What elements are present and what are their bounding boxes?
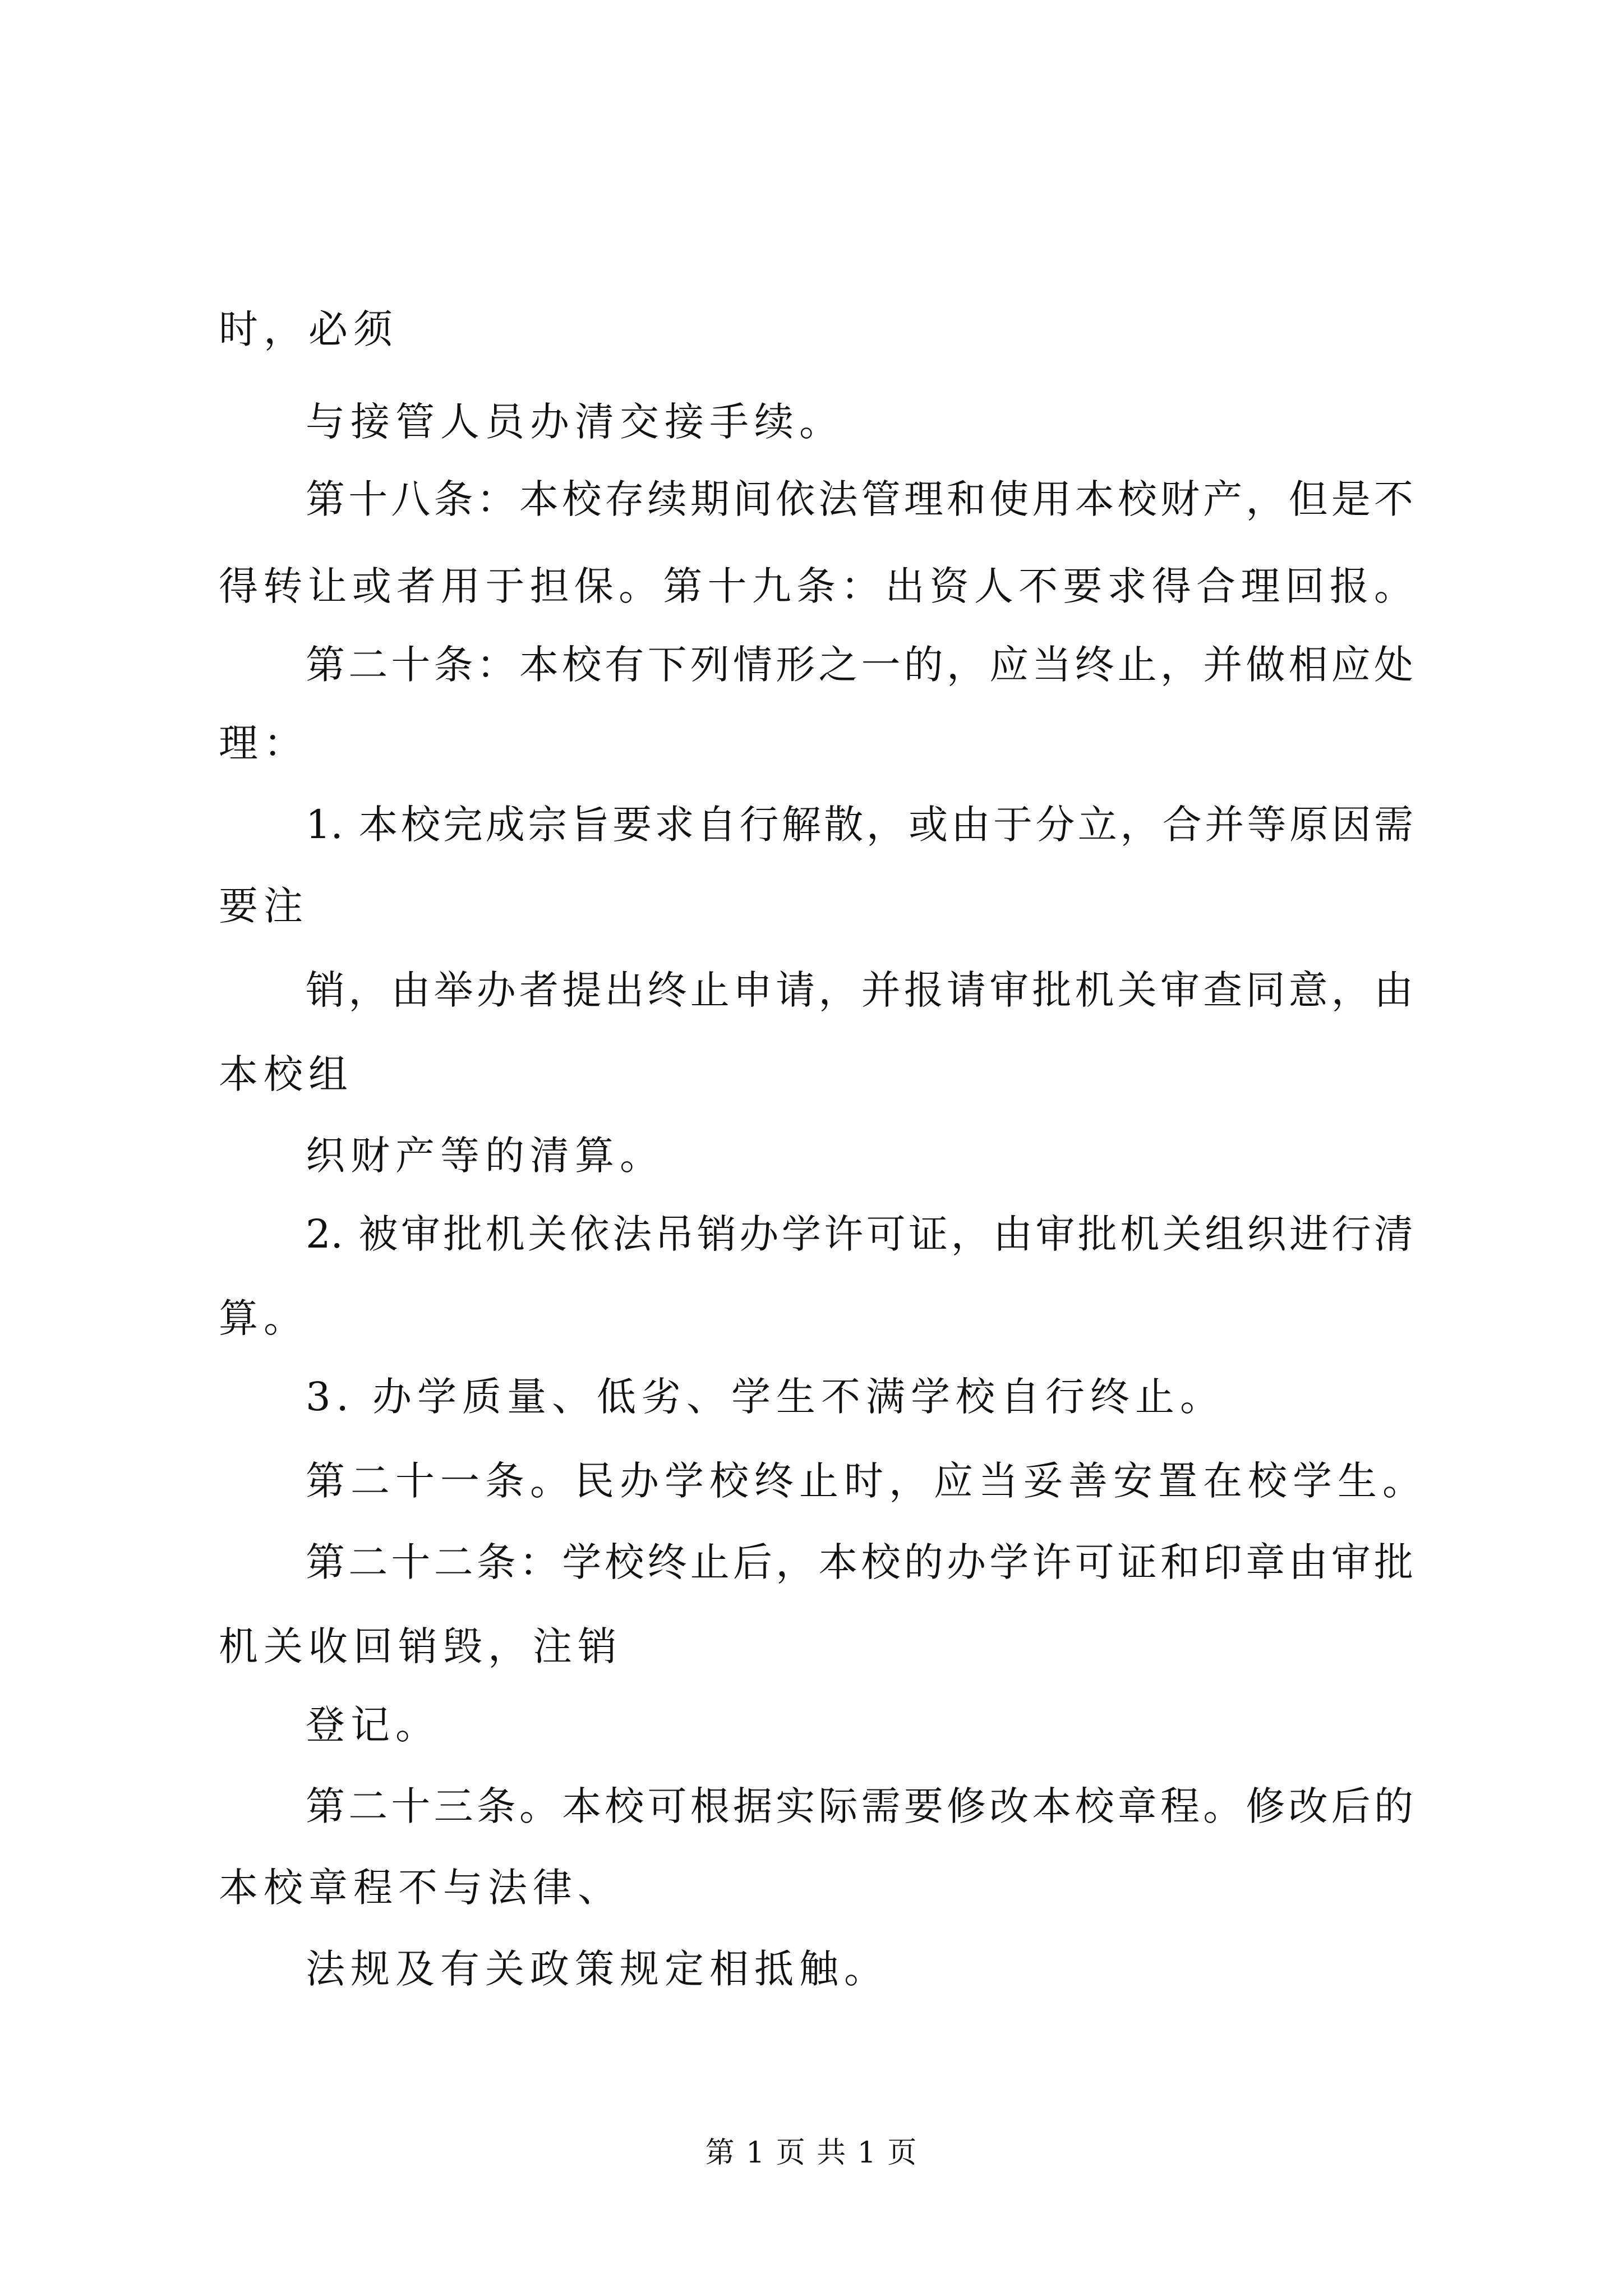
text-line: 理：: [219, 720, 308, 766]
text-line: 织财产等的清算。: [306, 1133, 665, 1179]
text-line: 1. 本校完成宗旨要求自行解散，或由于分立，合并等原因需: [306, 802, 1413, 848]
text-line: 本校章程不与法律、: [219, 1865, 623, 1911]
text-line: 第二十三条。本校可根据实际需要修改本校章程。修改后的: [306, 1783, 1413, 1829]
text-line: 第二十二条：学校终止后，本校的办学许可证和印章由审批: [306, 1539, 1413, 1585]
text-line: 机关收回销毁，注销: [219, 1623, 623, 1669]
text-line: 法规及有关政策规定相抵触。: [306, 1946, 889, 1992]
text-line: 时，必须: [219, 306, 398, 352]
text-line: 登记。: [306, 1702, 440, 1748]
text-line: 3. 办学质量、低劣、学生不满学校自行终止。: [306, 1374, 1225, 1420]
text-line: 得转让或者用于担保。第十九条：出资人不要求得合理回报。: [219, 563, 1413, 609]
text-line: 第二十条：本校有下列情形之一的，应当终止，并做相应处: [306, 642, 1413, 688]
text-line: 要注: [219, 883, 308, 929]
text-line: 与接管人员办清交接手续。: [306, 399, 844, 445]
text-line: 2. 被审批机关依法吊销办学许可证，由审批机关组织进行清: [306, 1211, 1413, 1257]
text-line: 销，由举办者提出终止申请，并报请审批机关审查同意，由: [306, 967, 1413, 1013]
text-line: 本校组: [219, 1051, 353, 1097]
text-line: 算。: [219, 1295, 308, 1341]
text-line: 第二十一条。民办学校终止时，应当妥善安置在校学生。: [306, 1458, 1427, 1504]
text-line: 第十八条：本校存续期间依法管理和使用本校财产，但是不: [306, 476, 1413, 522]
page-number-footer: 第 1 页 共 1 页: [705, 2136, 918, 2170]
